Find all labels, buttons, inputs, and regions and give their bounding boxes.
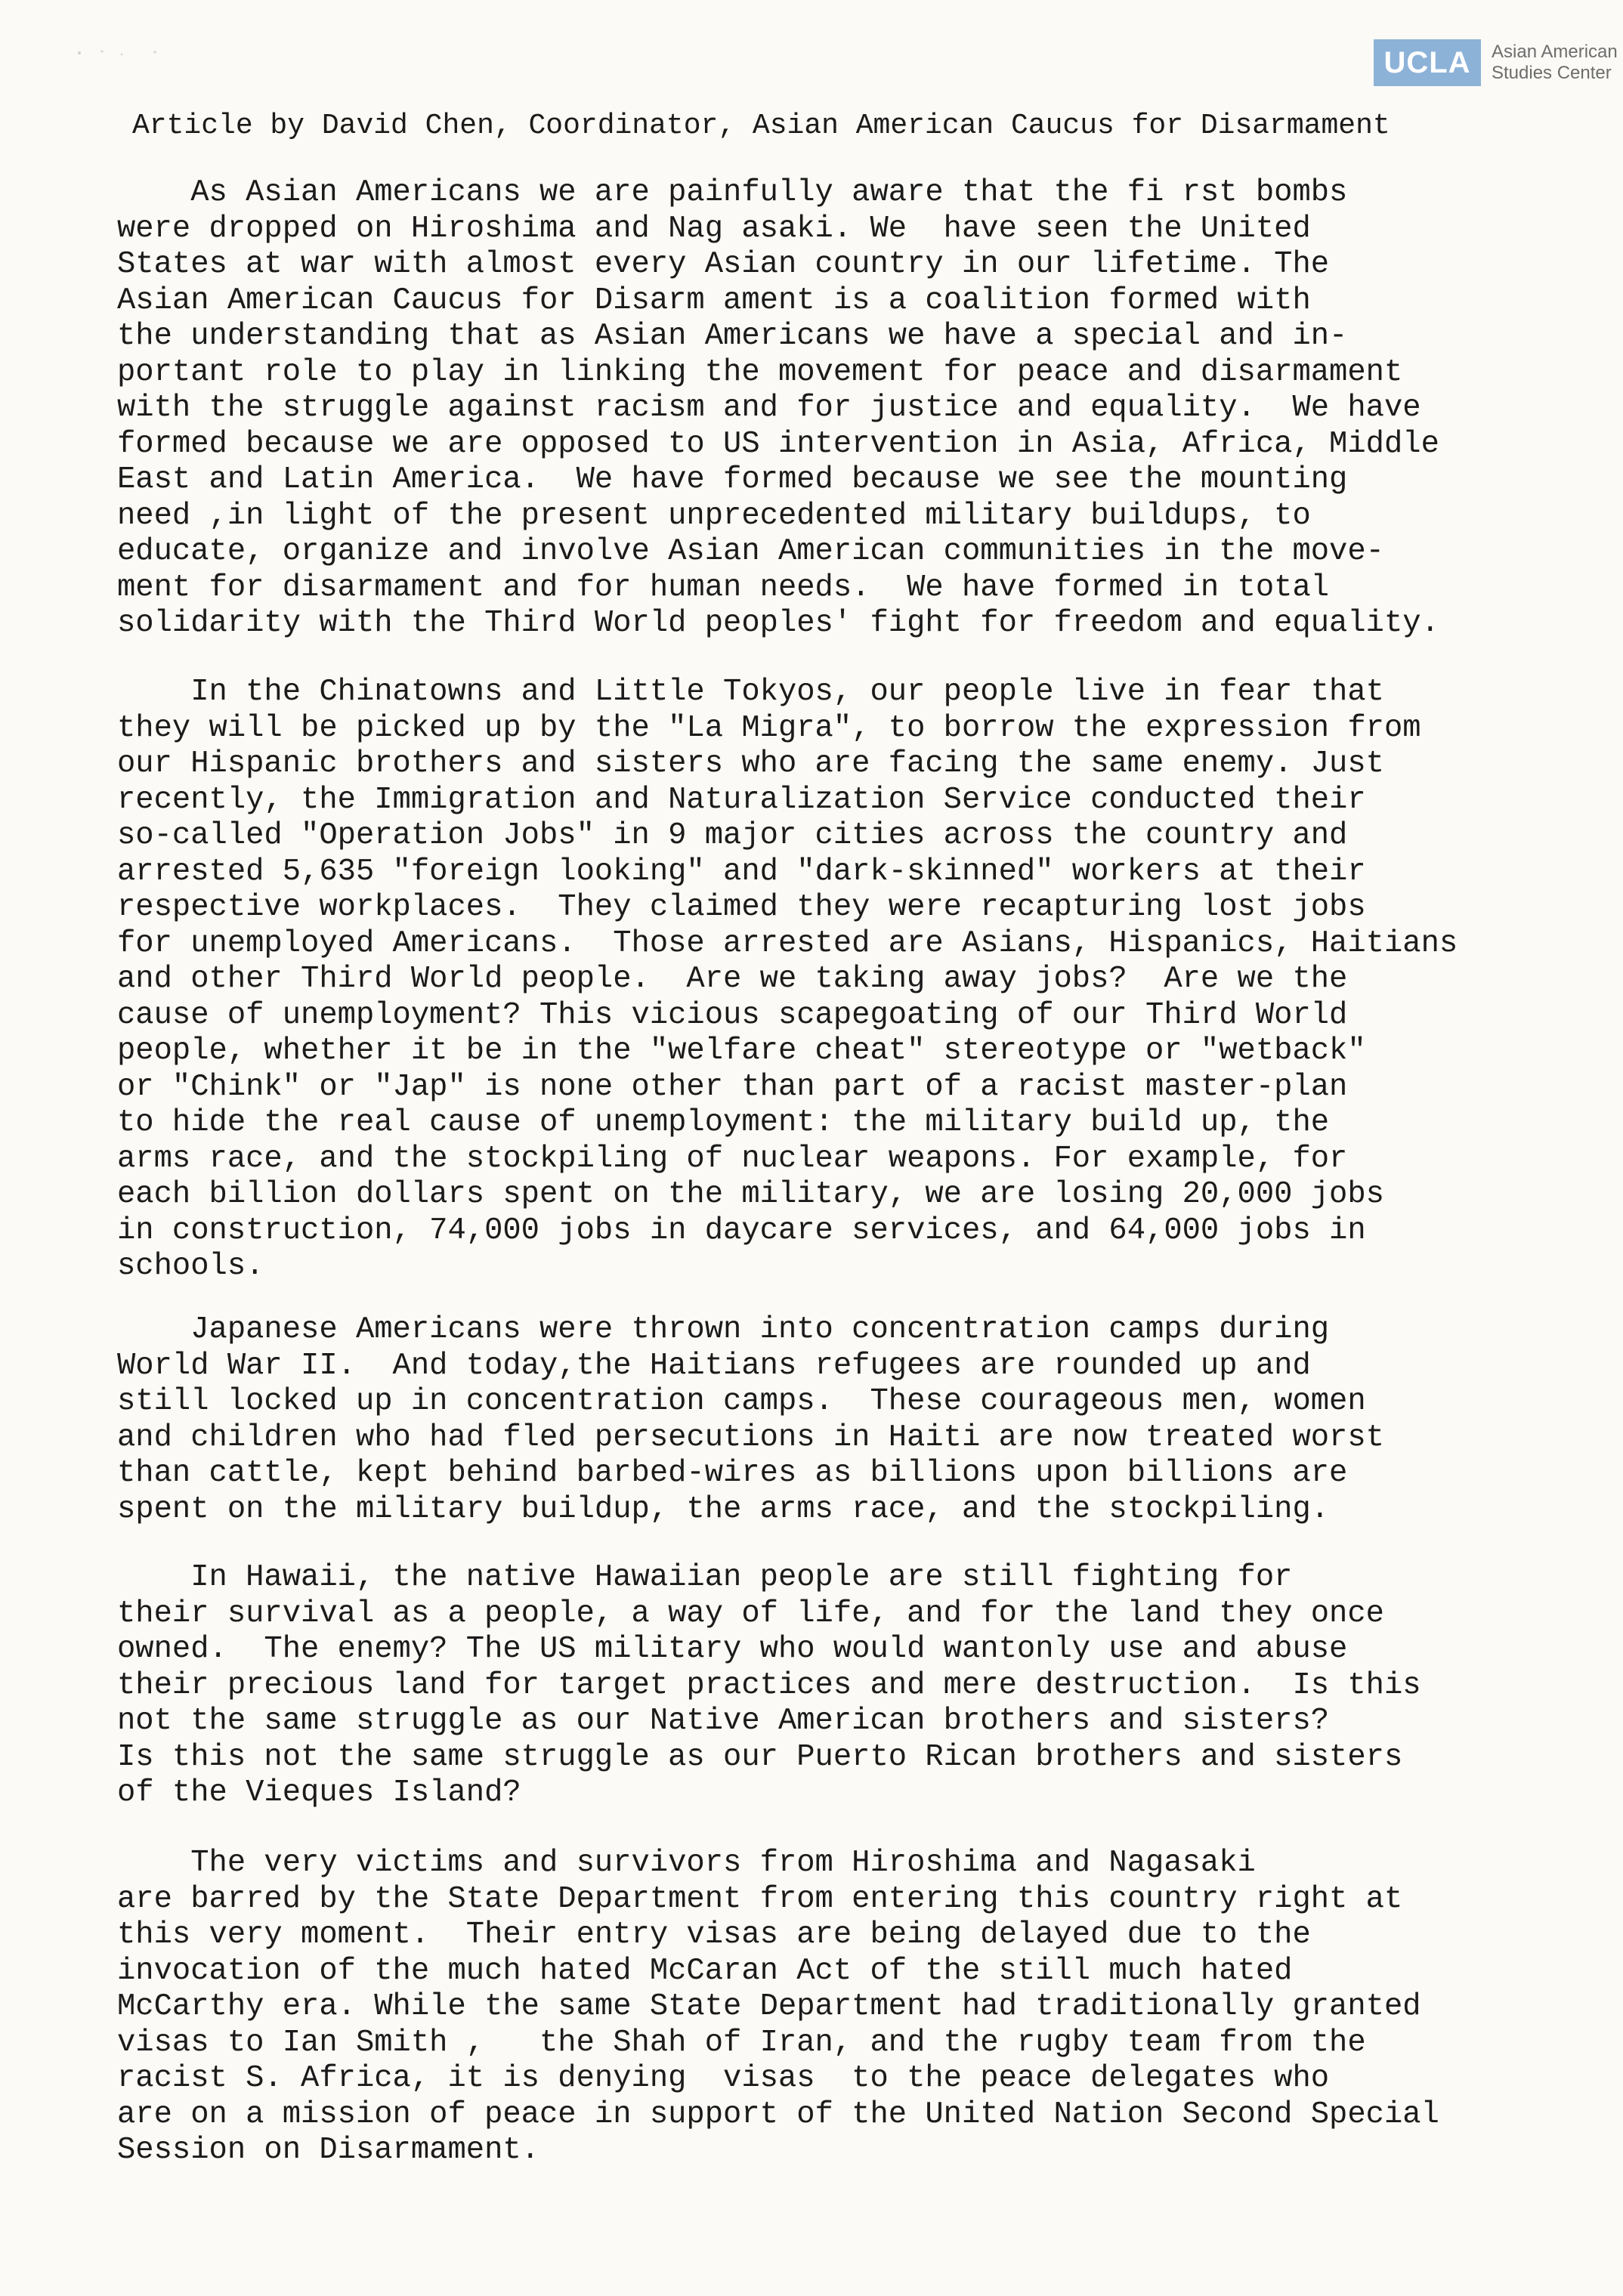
text-line: their survival as a people, a way of life, and for the land they once	[117, 1596, 1384, 1631]
text-line: for unemployed Americans. Those arrested are Asians, Hispanics, Haitians	[117, 926, 1458, 961]
text-line: the understanding that as Asian Americans we have a special and in-	[117, 319, 1348, 354]
archive-logo: UCLA	[1374, 39, 1481, 86]
paragraph-1	[117, 175, 1553, 642]
text-line: than cattle, kept behind barbed-wires as billions upon billions are	[117, 1456, 1348, 1491]
paragraph-4	[117, 1560, 1553, 1812]
text-line: Japanese Americans were thrown into concentration camps during	[117, 1312, 1330, 1347]
text-line: racist S. Africa, it is denying visas to the peace delegates who	[117, 2061, 1330, 2096]
text-line: formed because we are opposed to US intervention in Asia, Africa, Middle	[117, 426, 1439, 462]
paragraph-5	[117, 1846, 1553, 2169]
text-line: solidarity with the Third World peoples' fight for freedom and equality.	[117, 606, 1439, 641]
text-line: with the struggle against racism and for justice and equality. We have	[117, 391, 1421, 425]
text-line: cause of unemployment? This vicious scapegoating of our Third World	[117, 997, 1348, 1033]
text-line: their precious land for target practices and mere destruction. Is this	[117, 1667, 1421, 1703]
text-line: respective workplaces. They claimed they were recapturing lost jobs	[117, 890, 1366, 925]
text-line: people, whether it be in the "welfare cheat" stereotype or "wetback"	[117, 1034, 1366, 1068]
text-line: East and Latin America. We have formed because we see the mounting	[117, 462, 1348, 497]
scan-speck-mark	[72, 44, 185, 60]
text-line: spent on the military buildup, the arms race, and the stockpiling.	[117, 1491, 1330, 1527]
archive-name-line-1: Asian American	[1492, 42, 1618, 62]
text-line: ment for disarmament and for human needs. We have formed in total	[117, 570, 1330, 605]
article-title: Article by David Chen, Coordinator, Asian American Caucus for Disarmament	[132, 110, 1390, 142]
text-line: In the Chinatowns and Little Tokyos, our people live in fear that	[117, 675, 1384, 709]
text-line: they will be picked up by the "La Migra", to borrow the expression from	[117, 710, 1421, 746]
text-line: need ,in light of the present unprecedented military buildups, to	[117, 498, 1311, 533]
text-line: are barred by the State Department from entering this country right at	[117, 1881, 1403, 1917]
text-line: and children who had fled persecutions in Haiti are now treated worst	[117, 1420, 1384, 1455]
paragraph-2	[117, 675, 1553, 1285]
text-line: owned. The enemy? The US military who would wantonly use and abuse	[117, 1632, 1348, 1667]
text-line: World War II. And today,the Haitians refugees are rounded up and	[117, 1348, 1311, 1383]
text-line: schools.	[117, 1249, 264, 1284]
text-line: this very moment. Their entry visas are being delayed due to the	[117, 1917, 1311, 1952]
text-line: Asian American Caucus for Disarm ament is a coalition formed with	[117, 283, 1311, 318]
text-line: or "Chink" or "Jap" is none other than part of a racist master-plan	[117, 1069, 1348, 1105]
text-line: were dropped on Hiroshima and Nag asaki. We have seen the United	[117, 211, 1311, 246]
text-line: In Hawaii, the native Hawaiian people are still fighting for	[117, 1560, 1293, 1595]
archive-name	[1492, 42, 1618, 84]
text-line: McCarthy era. While the same State Department had traditionally granted	[117, 1989, 1421, 2024]
text-line: The very victims and survivors from Hiroshima and Nagasaki	[117, 1846, 1256, 1880]
archive-badge	[1374, 39, 1618, 86]
text-line: States at war with almost every Asian country in our lifetime. The	[117, 247, 1330, 282]
text-line: visas to Ian Smith , the Shah of Iran, and the rugby team from the	[117, 2025, 1366, 2060]
text-line: so-called "Operation Jobs" in 9 major cities across the country and	[117, 818, 1348, 853]
text-line: each billion dollars spent on the military, we are losing 20,000 jobs	[117, 1177, 1384, 1212]
text-line: to hide the real cause of unemployment: the military build up, the	[117, 1105, 1330, 1140]
text-line: our Hispanic brothers and sisters who are facing the same enemy. Just	[117, 746, 1384, 781]
text-line: in construction, 74,000 jobs in daycare services, and 64,000 jobs in	[117, 1213, 1366, 1248]
archive-name-line-2: Studies Center	[1492, 63, 1612, 83]
text-line: educate, organize and involve Asian American communities in the move-	[117, 534, 1384, 569]
text-line: of the Vieques Island?	[117, 1775, 521, 1810]
text-line: recently, the Immigration and Naturalization Service conducted their	[117, 782, 1366, 817]
text-line: still locked up in concentration camps. These courageous men, women	[117, 1384, 1366, 1419]
text-line: portant role to play in linking the movement for peace and disarmament	[117, 354, 1403, 390]
paragraph-3	[117, 1312, 1553, 1528]
text-line: Session on Disarmament.	[117, 2133, 539, 2168]
text-line: arms race, and the stockpiling of nuclear weapons. For example, for	[117, 1141, 1348, 1176]
text-line: not the same struggle as our Native American brothers and sisters?	[117, 1704, 1330, 1738]
text-line: As Asian Americans we are painfully aware that the fi rst bombs	[117, 175, 1348, 210]
text-line: invocation of the much hated McCaran Act of the still much hated	[117, 1953, 1293, 1989]
text-line: Is this not the same struggle as our Puerto Rican brothers and sisters	[117, 1739, 1403, 1775]
text-line: are on a mission of peace in support of the United Nation Second Special	[117, 2097, 1439, 2132]
text-line: and other Third World people. Are we taking away jobs? Are we the	[117, 962, 1348, 997]
text-line: arrested 5,635 "foreign looking" and "dark-skinned" workers at their	[117, 854, 1366, 889]
